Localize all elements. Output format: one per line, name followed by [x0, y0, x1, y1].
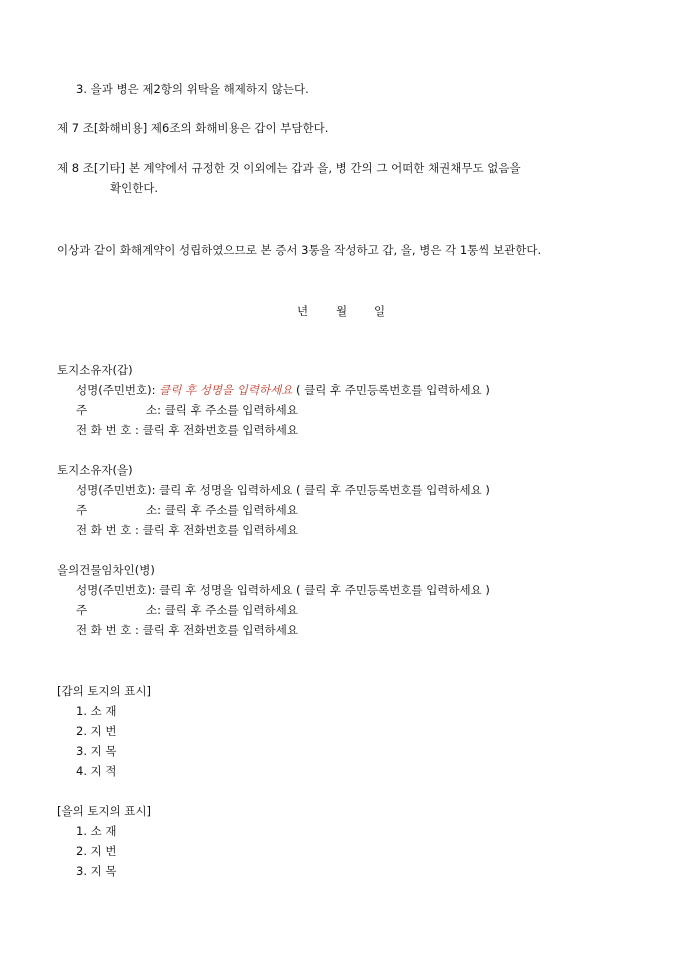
land-b-title: [을의 토지의 표시]: [57, 804, 152, 818]
phone-input[interactable]: 클릭 후 전화번호를 입력하세요: [142, 623, 298, 637]
name-label: 성명(주민번호):: [76, 483, 156, 497]
phone-label: 전 화 번 호 :: [76, 623, 139, 637]
phone-input[interactable]: 클릭 후 전화번호를 입력하세요: [142, 523, 298, 537]
name-input[interactable]: 클릭 후 성명을 입력하세요: [159, 483, 293, 497]
land-a-item: 1. 소 재: [76, 704, 117, 718]
name-label: 성명(주민번호):: [76, 583, 156, 597]
date-month: 월: [336, 304, 348, 318]
name-row: [76, 383, 490, 397]
closing-statement: 이상과 같이 화해계약이 성립하였으므로 본 증서 3통을 작성하고 갑, 을, 병은 각 1통씩 보관한다.: [57, 243, 542, 257]
id-input[interactable]: ( 클릭 후 주민등록번호를 입력하세요 ): [296, 383, 490, 397]
id-input[interactable]: ( 클릭 후 주민등록번호를 입력하세요 ): [296, 583, 490, 597]
land-b-item: 3. 지 목: [76, 864, 117, 878]
land-a-item: 4. 지 적: [76, 764, 117, 778]
address-row: [146, 403, 298, 417]
name-row: [76, 483, 490, 497]
land-b-item: 2. 지 번: [76, 844, 117, 858]
land-a-title: [갑의 토지의 표시]: [57, 684, 152, 698]
name-label: 성명(주민번호):: [76, 383, 156, 397]
name-input[interactable]: 클릭 후 성명을 입력하세요: [159, 583, 293, 597]
name-input[interactable]: 클릭 후 성명을 입력하세요: [159, 383, 293, 397]
party-title: 토지소유자(을): [57, 463, 133, 477]
party-title: 토지소유자(갑): [57, 363, 133, 377]
address-input[interactable]: 클릭 후 주소를 입력하세요: [164, 403, 298, 417]
phone-label: 전 화 번 호 :: [76, 523, 139, 537]
address-input[interactable]: 클릭 후 주소를 입력하세요: [164, 503, 298, 517]
clause-article-8-line2: 확인한다.: [110, 181, 159, 195]
phone-row: [76, 423, 298, 437]
phone-label: 전 화 번 호 :: [76, 423, 139, 437]
date-day: 일: [374, 304, 386, 318]
clause-item-3: 3. 을과 병은 제2항의 위탁을 해제하지 않는다.: [76, 82, 309, 96]
land-a-item: 2. 지 번: [76, 724, 117, 738]
land-b-item: 1. 소 재: [76, 824, 117, 838]
address-label-b: 소:: [146, 603, 161, 617]
address-label-a: 주: [76, 403, 88, 417]
phone-input[interactable]: 클릭 후 전화번호를 입력하세요: [142, 423, 298, 437]
phone-row: [76, 523, 298, 537]
address-row: [146, 503, 298, 517]
land-a-item: 3. 지 목: [76, 744, 117, 758]
address-label-a: 주: [76, 603, 88, 617]
clause-article-7: 제 7 조[화해비용] 제6조의 화해비용은 갑이 부담한다.: [57, 121, 329, 135]
date-year: 년: [297, 304, 309, 318]
id-input[interactable]: ( 클릭 후 주민등록번호를 입력하세요 ): [296, 483, 490, 497]
address-label-b: 소:: [146, 503, 161, 517]
address-label-b: 소:: [146, 403, 161, 417]
clause-article-8-line1: 제 8 조[기타] 본 계약에서 규정한 것 이외에는 갑과 을, 병 간의 그 어떠한 채권채무도 없음을: [57, 161, 521, 175]
party-title: 을의건물임차인(병): [57, 563, 155, 577]
address-label-a: 주: [76, 503, 88, 517]
address-input[interactable]: 클릭 후 주소를 입력하세요: [164, 603, 298, 617]
name-row: [76, 583, 490, 597]
address-row: [146, 603, 298, 617]
phone-row: [76, 623, 298, 637]
